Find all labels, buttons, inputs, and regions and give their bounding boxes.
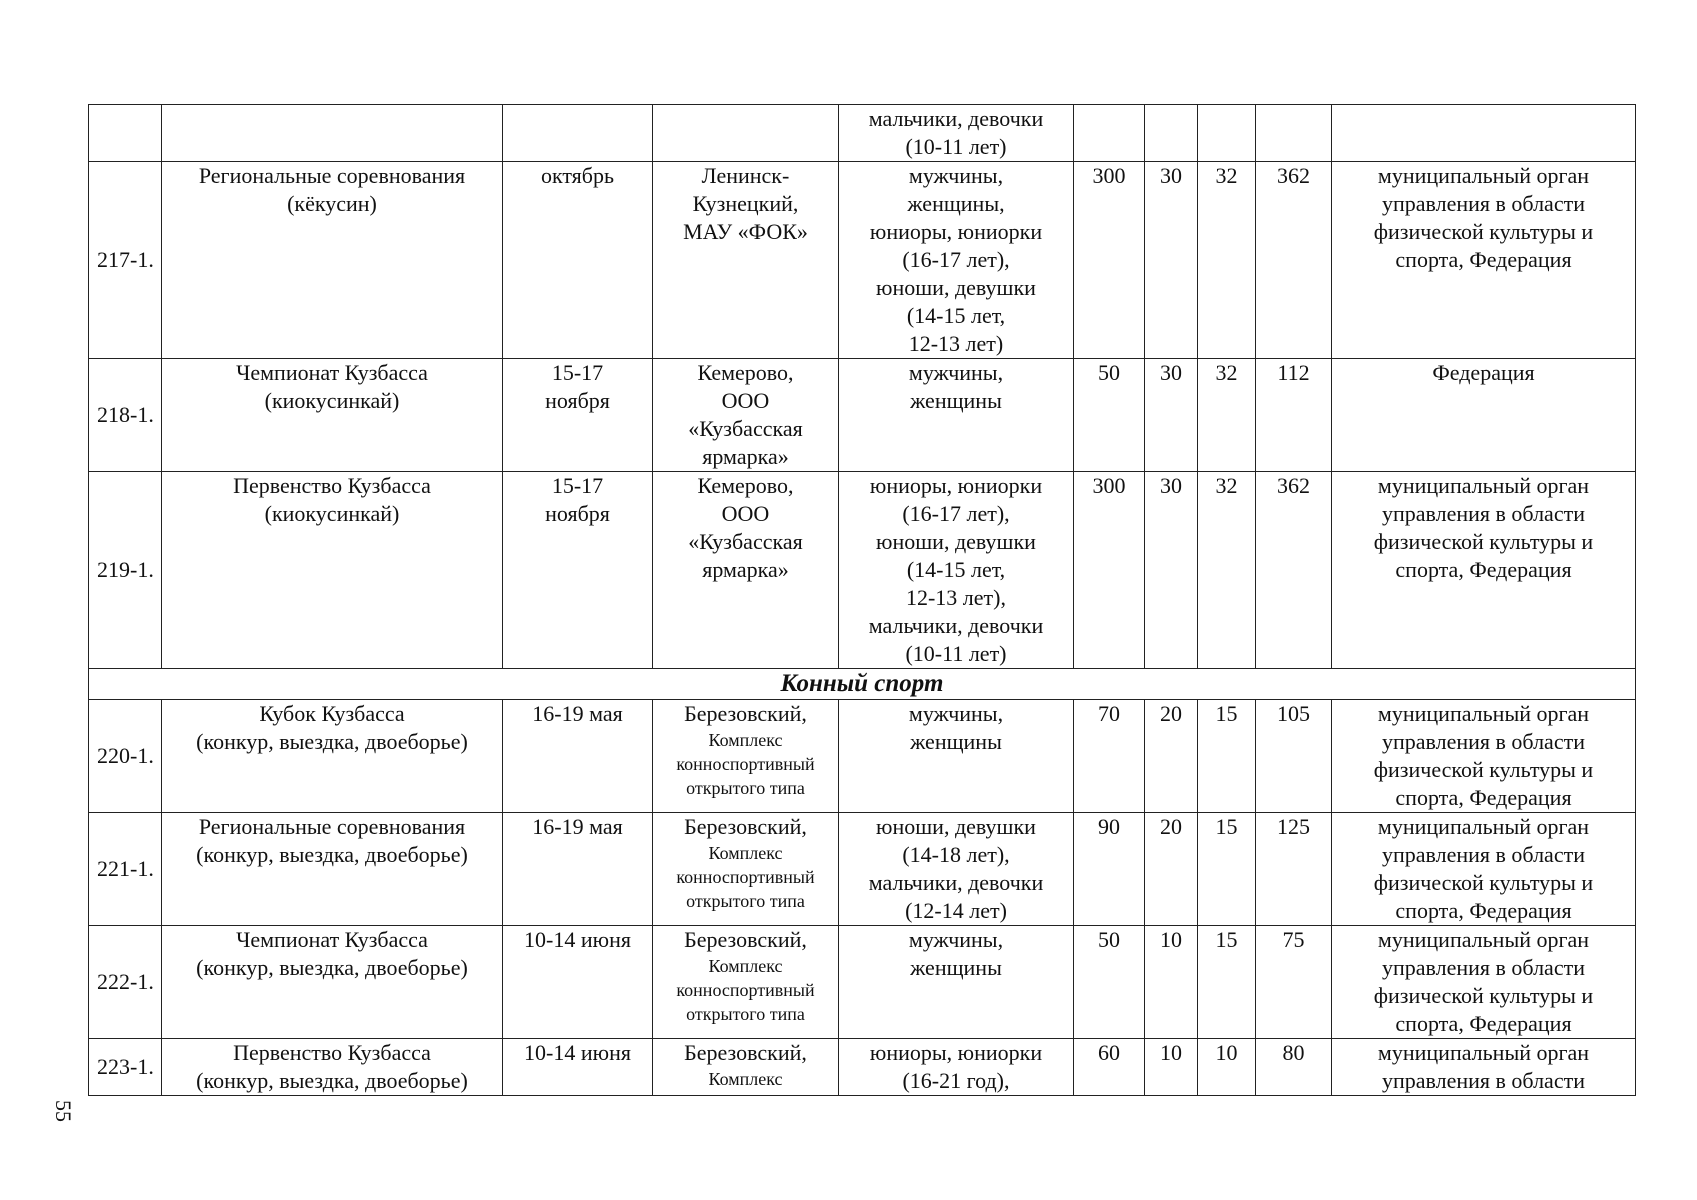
cell-line: физической культуры и	[1373, 983, 1594, 1008]
cell-line: Березовский,	[684, 701, 807, 726]
cell-line: (16-21 год),	[902, 1068, 1010, 1093]
cell-line: муниципальный орган	[1377, 927, 1590, 952]
cell-line: управления в области	[1382, 1068, 1585, 1093]
cell-line: Первенство Кузбасса	[233, 1040, 431, 1065]
count-cell-c2: 20	[1145, 700, 1198, 813]
cell-line: Березовский,	[684, 1040, 807, 1065]
date-cell	[503, 1039, 653, 1096]
row-number-cell: 218-1.	[89, 359, 162, 472]
cell-line: мужчины,	[908, 927, 1004, 952]
cell-line: Кемерово,	[697, 473, 794, 498]
date-cell	[503, 162, 653, 359]
cell-line: (14-15 лет,	[906, 557, 1006, 582]
row-number-cell: 220-1.	[89, 700, 162, 813]
count-cell-total: 75	[1256, 926, 1332, 1039]
cell-line: МАУ «ФОК»	[683, 219, 808, 244]
count-cell-c2: 20	[1145, 813, 1198, 926]
cell-line: управления в области	[1382, 501, 1585, 526]
cell-line: физической культуры и	[1373, 219, 1594, 244]
table-body-after-section	[89, 700, 1636, 1096]
cell-line: юноши, девушки	[876, 814, 1036, 839]
row-number-cell: 219-1.	[89, 472, 162, 669]
cell-line: Комплекс	[708, 843, 783, 863]
date-cell	[503, 926, 653, 1039]
table-row	[89, 700, 1636, 813]
cell-line: юниоры, юниорки	[869, 219, 1043, 244]
cell-line: (конкур, выездка, двоеборье)	[196, 729, 468, 754]
organizer-cell	[1332, 1039, 1636, 1096]
cell-line: Комплекс	[708, 956, 783, 976]
cell-line: (10-11 лет)	[905, 134, 1007, 159]
cell-line: (кёкусин)	[287, 191, 377, 216]
count-cell-total: 112	[1256, 359, 1332, 472]
cell-line: спорта, Федерация	[1395, 898, 1572, 923]
organizer-cell	[1332, 472, 1636, 669]
count-cell-c3: 32	[1198, 359, 1256, 472]
organizer-cell	[1332, 700, 1636, 813]
participants-cell	[839, 105, 1074, 162]
count-cell-c2	[1145, 105, 1198, 162]
cell-line: мужчины,	[908, 701, 1004, 726]
participants-cell	[839, 813, 1074, 926]
cell-line: спорта, Федерация	[1395, 785, 1572, 810]
cell-line: Кузнецкий,	[692, 191, 799, 216]
cell-line: (конкур, выездка, двоеборье)	[196, 842, 468, 867]
cell-line: «Кузбасская	[688, 529, 803, 554]
organizer-cell	[1332, 359, 1636, 472]
cell-line: физической культуры и	[1373, 529, 1594, 554]
count-cell-c1: 50	[1074, 359, 1145, 472]
count-cell-c1: 300	[1074, 162, 1145, 359]
cell-line: управления в области	[1382, 842, 1585, 867]
cell-line: юноши, девушки	[876, 529, 1036, 554]
count-cell-c3: 15	[1198, 813, 1256, 926]
row-number-cell: 217-1.	[89, 162, 162, 359]
cell-line: ООО	[721, 388, 770, 413]
cell-line: Чемпионат Кузбасса	[236, 927, 428, 952]
venue-cell	[653, 813, 839, 926]
cell-line: Чемпионат Кузбасса	[236, 360, 428, 385]
cell-line: мальчики, девочки	[868, 613, 1044, 638]
count-cell-total: 105	[1256, 700, 1332, 813]
cell-line: открытого типа	[686, 891, 805, 911]
cell-line: Первенство Кузбасса	[233, 473, 431, 498]
count-cell-c1: 60	[1074, 1039, 1145, 1096]
count-cell-c3	[1198, 105, 1256, 162]
cell-line: ноября	[545, 501, 610, 526]
cell-line: женщины	[910, 955, 1002, 980]
organizer-cell	[1332, 813, 1636, 926]
cell-line: физической культуры и	[1373, 757, 1594, 782]
section-title: Конный спорт	[89, 669, 1636, 700]
cell-line: спорта, Федерация	[1395, 1011, 1572, 1036]
cell-line: спорта, Федерация	[1395, 247, 1572, 272]
cell-line: физической культуры и	[1373, 870, 1594, 895]
cell-line: Березовский,	[684, 814, 807, 839]
cell-line: октябрь	[540, 163, 615, 188]
table-row	[89, 926, 1636, 1039]
count-cell-c2: 30	[1145, 472, 1198, 669]
cell-line: (16-17 лет),	[902, 247, 1010, 272]
cell-line: ярмарка»	[702, 444, 789, 469]
table-row	[89, 472, 1636, 669]
cell-line: 16-19 мая	[532, 701, 623, 726]
event-name-cell	[162, 472, 503, 669]
date-cell	[503, 813, 653, 926]
cell-line: Комплекс	[708, 730, 783, 750]
row-number-cell	[89, 105, 162, 162]
count-cell-c2: 30	[1145, 162, 1198, 359]
cell-line: 12-13 лет),	[905, 585, 1006, 610]
cell-line: муниципальный орган	[1377, 1040, 1590, 1065]
row-number-cell: 221-1.	[89, 813, 162, 926]
table-row	[89, 813, 1636, 926]
count-cell-c3: 32	[1198, 162, 1256, 359]
cell-line: Кубок Кузбасса	[259, 701, 405, 726]
cell-line: муниципальный орган	[1377, 163, 1590, 188]
count-cell-c2: 10	[1145, 1039, 1198, 1096]
count-cell-total: 362	[1256, 472, 1332, 669]
organizer-cell	[1332, 926, 1636, 1039]
cell-line: спорта, Федерация	[1395, 557, 1572, 582]
venue-cell	[653, 472, 839, 669]
cell-line: юноши, девушки	[876, 275, 1036, 300]
cell-line: женщины	[910, 729, 1002, 754]
count-cell-c1	[1074, 105, 1145, 162]
cell-line: управления в области	[1382, 191, 1585, 216]
cell-line: (12-14 лет)	[905, 898, 1007, 923]
event-name-cell	[162, 926, 503, 1039]
venue-cell	[653, 105, 839, 162]
cell-line: (конкур, выездка, двоеборье)	[196, 1068, 468, 1093]
cell-line: 10-14 июня	[524, 1040, 631, 1065]
cell-line: мужчины,	[908, 163, 1004, 188]
cell-line: конноспортивный	[676, 754, 815, 774]
venue-cell	[653, 1039, 839, 1096]
organizer-cell	[1332, 162, 1636, 359]
cell-line: мужчины,	[908, 360, 1004, 385]
count-cell-c1: 300	[1074, 472, 1145, 669]
cell-line: юниоры, юниорки	[869, 1040, 1043, 1065]
cell-line: Березовский,	[684, 927, 807, 952]
venue-cell	[653, 926, 839, 1039]
cell-line: Комплекс	[708, 1069, 783, 1089]
date-cell	[503, 359, 653, 472]
cell-line: юниоры, юниорки	[869, 473, 1043, 498]
cell-line: конноспортивный	[676, 867, 815, 887]
count-cell-c1: 50	[1074, 926, 1145, 1039]
cell-line: 10-14 июня	[524, 927, 631, 952]
event-name-cell	[162, 359, 503, 472]
participants-cell	[839, 359, 1074, 472]
count-cell-c3: 10	[1198, 1039, 1256, 1096]
cell-line: открытого типа	[686, 1004, 805, 1024]
cell-line: Региональные соревнования	[198, 163, 466, 188]
table-row	[89, 359, 1636, 472]
event-name-cell	[162, 1039, 503, 1096]
date-cell	[503, 700, 653, 813]
count-cell-total: 362	[1256, 162, 1332, 359]
table-body-before-section	[89, 105, 1636, 669]
cell-line: женщины,	[907, 191, 1005, 216]
cell-line: (14-15 лет,	[906, 303, 1006, 328]
cell-line: 15-17	[551, 473, 604, 498]
count-cell-c3: 15	[1198, 700, 1256, 813]
count-cell-c2: 30	[1145, 359, 1198, 472]
cell-line: Федерация	[1432, 360, 1535, 385]
organizer-cell	[1332, 105, 1636, 162]
row-number-cell: 223-1.	[89, 1039, 162, 1096]
cell-line: (16-17 лет),	[902, 501, 1010, 526]
participants-cell	[839, 1039, 1074, 1096]
participants-cell	[839, 926, 1074, 1039]
participants-cell	[839, 162, 1074, 359]
count-cell-total: 80	[1256, 1039, 1332, 1096]
events-table	[88, 104, 1636, 1096]
cell-line: (киокусинкай)	[264, 388, 400, 413]
cell-line: ноября	[545, 388, 610, 413]
venue-cell	[653, 359, 839, 472]
cell-line: муниципальный орган	[1377, 814, 1590, 839]
cell-line: Ленинск-	[701, 163, 790, 188]
venue-cell	[653, 700, 839, 813]
event-name-cell	[162, 162, 503, 359]
date-cell	[503, 105, 653, 162]
cell-line: мальчики, девочки	[868, 870, 1044, 895]
count-cell-c3: 15	[1198, 926, 1256, 1039]
cell-line: открытого типа	[686, 778, 805, 798]
cell-line: Кемерово,	[697, 360, 794, 385]
cell-line: муниципальный орган	[1377, 473, 1590, 498]
cell-line: управления в области	[1382, 955, 1585, 980]
venue-cell	[653, 162, 839, 359]
event-name-cell	[162, 813, 503, 926]
participants-cell	[839, 472, 1074, 669]
cell-line: мальчики, девочки	[868, 106, 1044, 131]
count-cell-c2: 10	[1145, 926, 1198, 1039]
participants-cell	[839, 700, 1074, 813]
section-row-group	[89, 669, 1636, 700]
section-header-row	[89, 669, 1636, 700]
cell-line: ООО	[721, 501, 770, 526]
cell-line: (киокусинкай)	[264, 501, 400, 526]
cell-line: конноспортивный	[676, 980, 815, 1000]
cell-line: 15-17	[551, 360, 604, 385]
cell-line: женщины	[910, 388, 1002, 413]
event-name-cell	[162, 700, 503, 813]
cell-line: (конкур, выездка, двоеборье)	[196, 955, 468, 980]
event-name-cell	[162, 105, 503, 162]
count-cell-total	[1256, 105, 1332, 162]
cell-line: муниципальный орган	[1377, 701, 1590, 726]
count-cell-c3: 32	[1198, 472, 1256, 669]
table-row	[89, 162, 1636, 359]
table-row	[89, 105, 1636, 162]
page-number: 55	[51, 1100, 76, 1122]
cell-line: 12-13 лет)	[908, 331, 1004, 356]
cell-line: (10-11 лет)	[905, 641, 1007, 666]
count-cell-c1: 70	[1074, 700, 1145, 813]
cell-line: «Кузбасская	[688, 416, 803, 441]
cell-line: (14-18 лет),	[902, 842, 1010, 867]
cell-line: ярмарка»	[702, 557, 789, 582]
count-cell-c1: 90	[1074, 813, 1145, 926]
cell-line: 16-19 мая	[532, 814, 623, 839]
row-number-cell: 222-1.	[89, 926, 162, 1039]
date-cell	[503, 472, 653, 669]
cell-line: Региональные соревнования	[198, 814, 466, 839]
table-row	[89, 1039, 1636, 1096]
count-cell-total: 125	[1256, 813, 1332, 926]
cell-line: управления в области	[1382, 729, 1585, 754]
